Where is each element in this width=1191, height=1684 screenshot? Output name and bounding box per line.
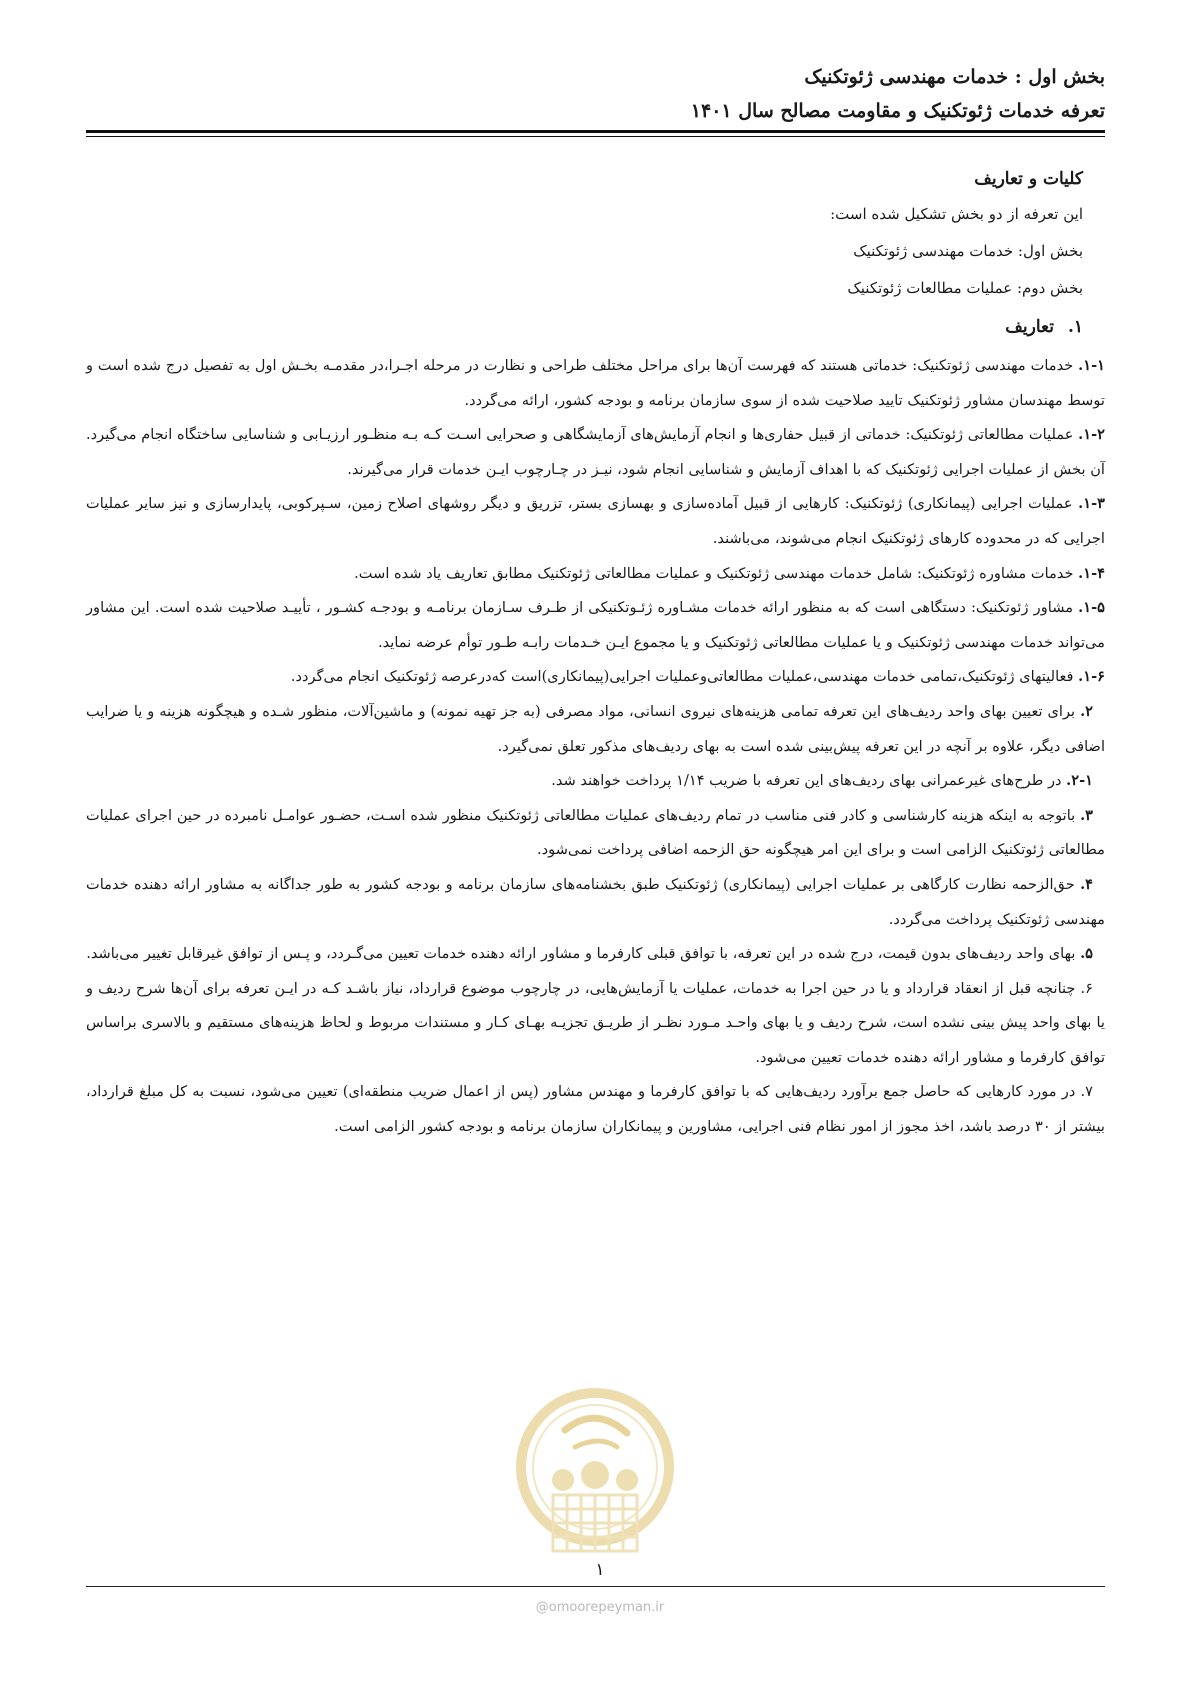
definitions-heading-number: ۱. — [1067, 317, 1083, 337]
paragraph-number: ۴. — [1080, 875, 1093, 893]
intro-line: بخش دوم: عملیات مطالعات ژئوتکنیک — [847, 279, 1083, 297]
header-tariff-title: تعرفه خدمات ژئوتکنیک و مقاومت مصالح سال ۱۴۰۱ — [690, 100, 1105, 122]
paragraph-7 — [86, 1075, 1105, 1144]
paragraph-3 — [86, 799, 1105, 868]
paragraph-1-2 — [86, 418, 1105, 487]
paragraph-6 — [86, 972, 1105, 1076]
paragraph-number: ۱-۲. — [1078, 426, 1105, 444]
header-rule-thick — [86, 130, 1105, 133]
page-content — [86, 162, 1105, 1145]
page-header — [86, 60, 1105, 128]
paragraph-1-3 — [86, 487, 1105, 556]
section-title: کلیات و تعاریف — [974, 169, 1083, 189]
paragraph-number: ۲. — [1080, 702, 1093, 720]
footer-rule — [86, 1586, 1105, 1587]
intro-line: این تعرفه از دو بخش تشکیل شده است: — [830, 205, 1083, 223]
paragraph-text: خدمات مشاوره ژئوتکنیک: شامل خدمات مهندسی ژئوتکنیک و عملیات مطالعاتی ژئوتکنیک مطابق تعاریف یاد شده است. — [354, 564, 1079, 582]
paragraph-1-5 — [86, 591, 1105, 660]
paragraph-1-4 — [86, 557, 1105, 592]
paragraph-number: ۱-۴. — [1078, 564, 1105, 582]
paragraph-number: ۱-۱. — [1078, 357, 1105, 374]
paragraph-number: ۵. — [1080, 945, 1093, 963]
paragraph-text: عملیات مطالعاتی ژئوتکنیک: خدماتی از قبیل حفاری‌ها و انجام آزمایش‌های آزمایشگاهی و صحرایی اسـت کـه بـه منظـور ارزیـابی و شناسایی ساختگاه انجام می‌گیرد. آن بخش از عملیات اجرایی ژئوتکنیک که با اهداف آزمایش و شناسایی انجام شود، نیـز در چـارچوب ایـن خدمات قرار می‌گیرند. — [86, 426, 1105, 478]
paragraph-text: بهای واحد ردیف‌های بدون قیمت، درج شده در این تعرفه، با توافق قبلی کارفرما و مشاور ارائه دهنده خدمات تعیین می‌گـردد، و پـس از توافق غیرقابل تغییر می‌باشد. — [86, 945, 1081, 963]
paragraph-1-1 — [86, 349, 1105, 418]
paragraph-text: برای تعیین بهای واحد ردیف‌های این تعرفه تمامی هزینه‌های نیروی انسانی، مواد مصرفی (به جز تهیه نمونه) و ماشین‌آلات، منظور شـده و هیچگونه هزینه و یا ضرایب اضافی دیگر، علاوه بر آنچه در این تعرفه پیش‌بینی شده است به بهای ردیف‌های مذکور تعلق نمی‌گیرد. — [86, 702, 1105, 755]
intro-line: بخش اول: خدمات مهندسی ژئوتکنیک — [853, 242, 1083, 260]
paragraph-text: ۷. در مورد کارهایی که حاصل جمع برآورد ردیف‌هایی که با توافق کارفرما و مهندس مشاور (پس از اعمال ضریب منطقه‌ای) تعیین می‌شود، نسبت به کل مبلغ قرارداد، بیشتر از ۳۰ درصد باشد، اخذ مجوز از امور نظام فنی اجرایی، مشاورین و پیمانکاران سازمان برنامه و بودجه کشور الزامی است. — [86, 1083, 1105, 1136]
paragraph-2 — [86, 695, 1105, 764]
definitions-heading-title: تعاریف — [1005, 317, 1054, 337]
paragraph-text: خدمات مهندسی ژئوتکنیک: خدماتی هستند که فهرست آن‌ها برای مراحل مختلف طراحی و نظارت در مرحله اجـرا،در مقدمـه بخـش اول به تفصیل درج شده است و توسط مهندسان مشاور ژئوتکنیک تایید صلاحیت شده از سوی سازمان برنامه و بودجه کشور، ارائه می‌گردد. — [86, 357, 1105, 409]
paragraph-2-1 — [86, 764, 1105, 799]
header-rule-thin — [86, 136, 1105, 137]
paragraph-4 — [86, 868, 1105, 937]
paragraph-text: باتوجه به اینکه هزینه کارشناسی و کادر فنی مناسب در تمام ردیف‌های عملیات مطالعاتی ژئوتکنیک منظور شده اسـت، حضـور عوامـل نامبرده در حین اجرای عملیات مطالعاتی ژئوتکنیک الزامی است و برای این امر هیچگونه حق الزحمه اضافی پرداخت نمی‌شود. — [86, 806, 1105, 859]
paragraph-number: ۲-۱. — [1066, 772, 1093, 790]
paragraph-5 — [86, 937, 1105, 972]
paragraph-text: ۶. چنانچه قبل از انعقاد قرارداد و یا در حین اجرا به خدمات، عملیات یا آزمایش‌هایی، در چارچوب موضوع قرارداد، نیاز باشـد کـه در ایـن تعرفه برای آن‌ها شرح ردیف و یا بهای واحد پیش بینی نشده است، شرح ردیف و یا بهای واحـد مـورد نظـر از طریـق تجزیـه بهـای کـار و مستندات مربوط و لحاظ هزینه‌های مستقیم و بالاسری براساس توافق کارفرما و مشاور ارائه دهنده خدمات تعیین می‌شود. — [86, 979, 1105, 1066]
paragraph-number: ۳. — [1080, 806, 1093, 824]
paragraph-text: مشاور ژئوتکنیک: دستگاهی است که به منظور ارائه خدمات مشـاوره ژئـوتکنیکی از طـرف سـازمان برنامـه و بودجـه کشـور ، تأییـد صلاحیت شده است. این مشاور می‌تواند خدمات مهندسی ژئوتکنیک و یا عملیات مطالعاتی ژئوتکنیک و یا مجموع ایـن خـدمات رابـه طـور توأم عرضه نماید. — [86, 599, 1105, 651]
watermark-logo — [505, 1385, 685, 1575]
paragraph-text: فعالیتهای ژئوتکنیک،تمامی خدمات مهندسی،عملیات مطالعاتی‌وعملیات اجرایی(پیمانکاری)است که‌درعرصه ژئوتکنیک انجام می‌گردد. — [290, 668, 1079, 686]
paragraph-text: عملیات اجرایی (پیمانکاری) ژئوتکنیک: کارهایی از قبیل آماده‌سازی و بهسازی بستر، تزریق و دیگر روشهای اصلاح زمین، سـپرکوبی، پایدارسازی و نیز سایر عملیات اجرایی که در محدوده کارهای ژئوتکنیک انجام می‌شوند، می‌باشند. — [86, 495, 1105, 547]
paragraph-text: حق‌الزحمه نظارت کارگاهی بر عملیات اجرایی (پیمانکاری) ژئوتکنیک طبق بخشنامه‌های سازمان برنامه و بودجه کشور به طور جداگانه به مشاور ارائه دهنده خدمات مهندسی ژئوتکنیک پرداخت می‌گردد. — [86, 875, 1105, 928]
site-watermark: @omoorepeyman.ir — [535, 1600, 665, 1615]
paragraph-number: ۱-۶. — [1078, 668, 1105, 686]
definitions-heading — [86, 307, 1083, 347]
paragraph-number: ۱-۵. — [1078, 599, 1105, 617]
paragraph-text: در طرح‌های غیرعمرانی بهای ردیف‌های این تعرفه با ضریب ۱/۱۴ پرداخت خواهند شد. — [551, 772, 1067, 790]
header-part-title: بخش اول : خدمات مهندسی ژئوتکنیک — [804, 66, 1105, 88]
paragraph-number: ۱-۳. — [1078, 495, 1105, 513]
page-number: ۱ — [595, 1560, 605, 1580]
paragraph-1-6 — [86, 660, 1105, 695]
